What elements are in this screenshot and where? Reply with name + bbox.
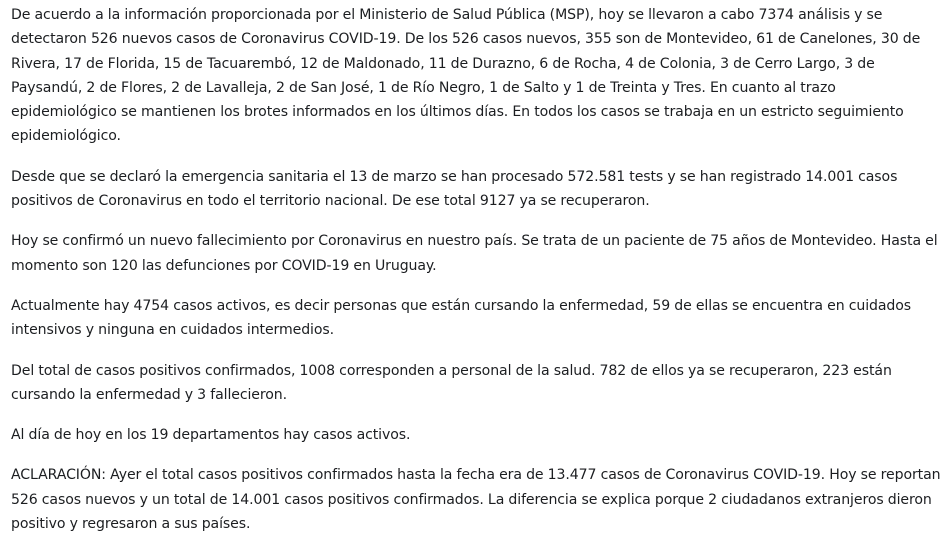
paragraph-clarification: ACLARACIÓN: Ayer el total casos positivos confirmados hasta la fecha era de 13.477 casos de Coronavirus COVID-19. Hoy se reportan 526 casos nuevos y un total de 14.001 casos positivos confirmados. La diferencia se explica porque 2 ciudadanos extranjeros dieron positivo y regresaron a sus países. <box>11 467 941 533</box>
paragraph-daily-report: De acuerdo a la información proporcionada por el Ministerio de Salud Pública (MSP), hoy se llevaron a cabo 7374 análisis y se detectaron 526 nuevos casos de Coronavirus COVID-19. De los 526 casos nuevos, 355 son de Montevideo, 61 de Canelones, 30 de Rivera, 17 de Florida, 15 de Tacuarembó, 12 de Maldonado, 11 de Durazno, 6 de Rocha, 4 de Colonia, 3 de Cerro Largo, 3 de Paysandú, 2 de Flores, 2 de Lavalleja, 2 de San José, 1 de Río Negro, 1 de Salto y 1 de Treinta y Tres. En cuanto al trazo epidemiológico se mantienen los brotes informados en los últimos días. En todos los casos se trabaja en un estricto seguimiento epidemiológico. <box>11 7 921 145</box>
post-body <box>11 3 941 552</box>
paragraph-departments: Al día de hoy en los 19 departamentos hay casos activos. <box>11 427 411 444</box>
paragraph-deaths: Hoy se confirmó un nuevo fallecimiento por Coronavirus en nuestro país. Se trata de un paciente de 75 años de Montevideo. Hasta el momento son 120 las defunciones por COVID-19 en Uruguay. <box>11 233 938 274</box>
paragraph-cumulative-totals: Desde que se declaró la emergencia sanitaria el 13 de marzo se han procesado 572.581 tests y se han registrado 14.001 casos positivos de Coronavirus en todo el territorio nacional. De ese total 9127 ya se recuperaron. <box>11 168 898 210</box>
paragraph-active-cases: Actualmente hay 4754 casos activos, es decir personas que están cursando la enfermedad, 59 de ellas se encuentra en cuidados intensivos y ninguna en cuidados intermedios. <box>11 297 912 339</box>
paragraph-health-personnel: Del total de casos positivos confirmados, 1008 corresponden a personal de la salud. 782 de ellos ya se recuperaron, 223 están cursando la enfermedad y 3 fallecieron. <box>11 362 892 403</box>
